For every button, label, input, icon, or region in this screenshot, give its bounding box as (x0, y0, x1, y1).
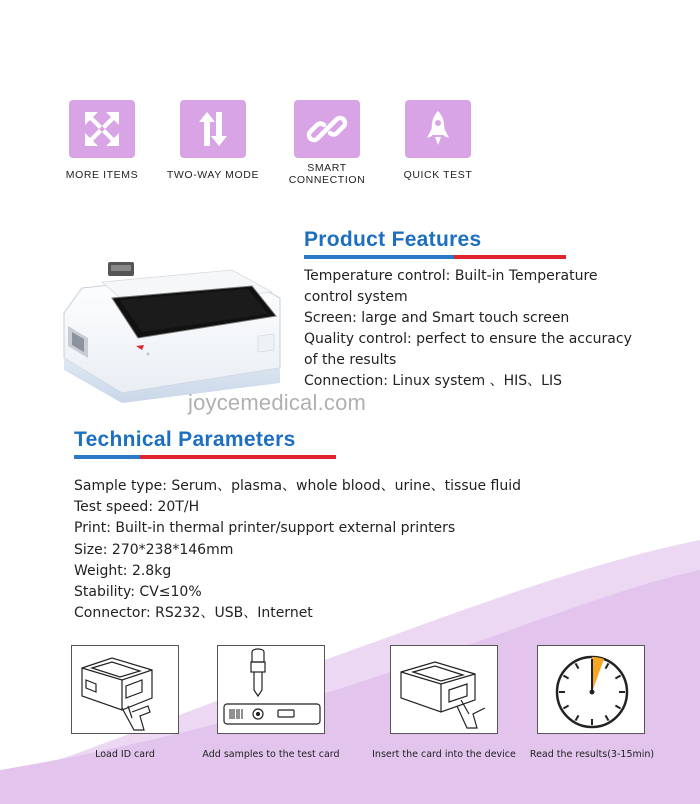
dropper-card-illustration-icon (218, 646, 325, 734)
feature-label: QUICK TEST (403, 169, 473, 181)
step-insert-card (390, 645, 498, 734)
up-down-arrows-icon (180, 100, 246, 158)
load-card-illustration-icon (72, 646, 179, 734)
product-feature-line: of the results (304, 352, 397, 368)
product-feature-line: Temperature control: Built-in Temperature (304, 268, 598, 284)
parameter-line: Stability: CV≤10% (74, 584, 202, 601)
parameter-line: Weight: 2.8kg (74, 562, 172, 579)
feature-icons-row (52, 100, 482, 190)
step-label: Insert the card into the device (372, 749, 516, 760)
parameter-line: Sample type: Serum、plasma、whole blood、urine、tissue fluid (74, 478, 522, 494)
feature-more-items (52, 100, 152, 181)
product-feature-line: Quality control: perfect to ensure the accuracy (304, 331, 632, 347)
arrows-out-icon (69, 100, 135, 158)
technical-parameters-title: Technical Parameters (74, 428, 296, 451)
feature-quick-test (388, 100, 488, 181)
step-load-id-card (71, 645, 179, 734)
parameter-line: Test speed: 20T/H (74, 499, 200, 516)
watermark: joycemedical.com (188, 390, 367, 415)
feature-label: SMART CONNECTION (288, 162, 366, 186)
product-features-title: Product Features (304, 228, 482, 251)
parameter-line: Size: 270*238*146mm (74, 541, 234, 558)
step-label: Read the results(3-15min) (529, 749, 655, 760)
feature-label: TWO-WAY MODE (166, 169, 260, 181)
technical-parameters-list (74, 476, 674, 624)
insert-card-illustration-icon (391, 646, 498, 734)
parameter-line: Connector: RS232、USB、Internet (74, 605, 313, 622)
feature-label: MORE ITEMS (65, 169, 139, 181)
product-features-list (304, 266, 684, 392)
device-image (62, 258, 284, 403)
step-add-samples (217, 645, 325, 734)
parameter-line: Print: Built-in thermal printer/support external printers (74, 520, 456, 537)
feature-smart-connection (277, 100, 377, 186)
technical-parameters-underline (74, 455, 336, 459)
product-feature-line: control system (304, 289, 408, 305)
timer-clock-icon (538, 646, 645, 734)
chain-link-icon (294, 100, 360, 158)
product-feature-line: Screen: large and Smart touch screen (304, 310, 570, 326)
step-label: Load ID card (95, 749, 155, 760)
feature-two-way-mode (163, 100, 263, 181)
step-read-results (537, 645, 645, 734)
product-features-underline (304, 255, 566, 259)
rocket-icon (405, 100, 471, 158)
step-label: Add samples to the test card (202, 749, 340, 760)
product-feature-line: Connection: Linux system 、HIS、LIS (304, 373, 562, 389)
